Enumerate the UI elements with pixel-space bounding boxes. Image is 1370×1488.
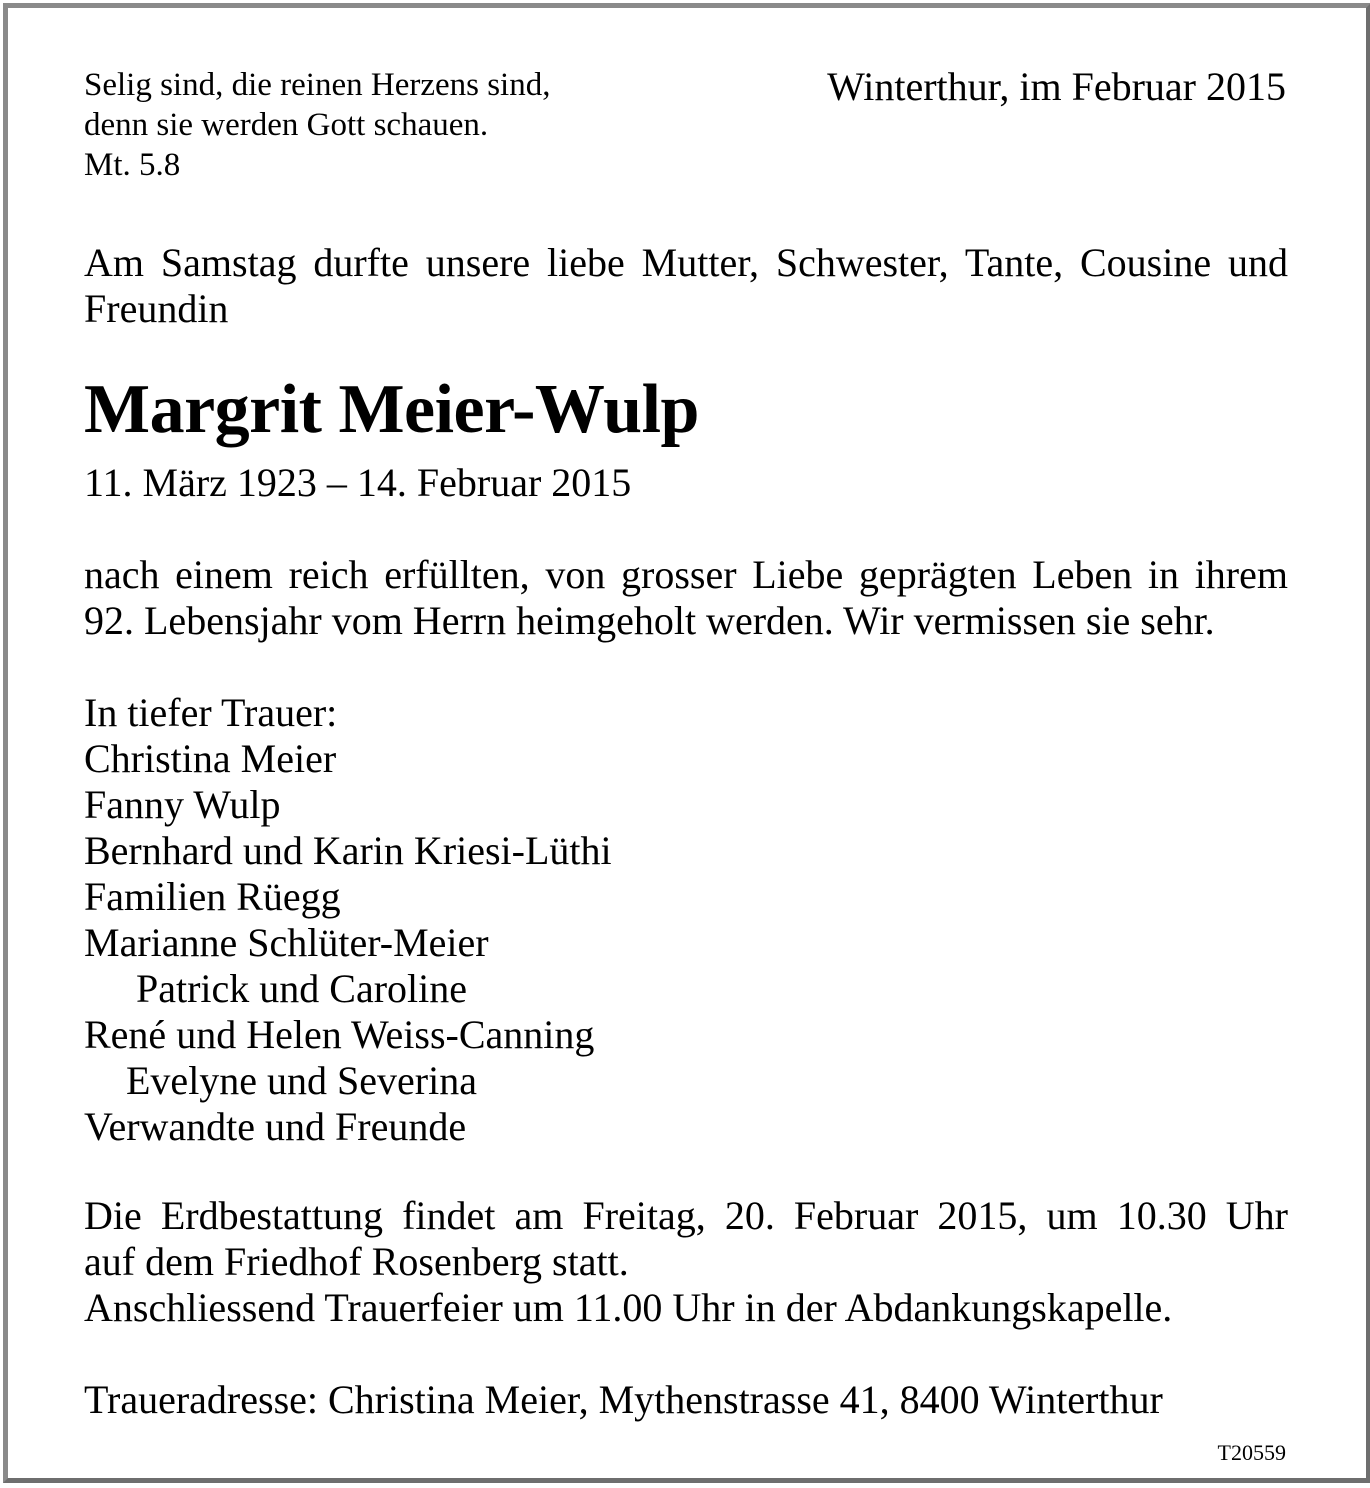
funeral-line: Anschliessend Trauerfeier um 11.00 Uhr in der Abdankungskapelle. — [84, 1285, 1173, 1330]
mourner-name: Bernhard und Karin Kriesi-Lüthi — [84, 828, 612, 873]
funeral-line: Die Erdbestattung findet am Freitag, 20. Februar 2015, um 10.30 Uhr — [84, 1193, 1288, 1238]
funeral-info — [84, 1193, 1288, 1331]
mourner-name: Verwandte und Freunde — [84, 1104, 467, 1149]
verse-line: denn sie werden Gott schauen. — [84, 107, 489, 143]
mourner-name: René und Helen Weiss-Canning — [84, 1012, 595, 1057]
mourning-address: Traueradresse: Christina Meier, Mythenstrasse 41, 8400 Winterthur — [84, 1377, 1163, 1422]
bible-verse — [84, 65, 550, 185]
verse-line: Selig sind, die reinen Herzens sind, — [84, 67, 551, 103]
mourner-name: Marianne Schlüter-Meier — [84, 920, 489, 965]
mourners-list — [84, 690, 612, 1150]
body-paragraph — [84, 552, 1288, 644]
reference-code: T20559 — [1217, 1440, 1286, 1465]
mourner-name: Christina Meier — [84, 736, 337, 781]
body-line: nach einem reich erfüllten, von grosser Liebe geprägten Leben in ihrem — [84, 552, 1288, 597]
mourner-name: Evelyne und Severina — [126, 1058, 477, 1103]
body-line: 92. Lebensjahr vom Herrn heimgeholt werden. Wir vermissen sie sehr. — [84, 598, 1215, 643]
intro-paragraph — [84, 240, 1288, 332]
mourners-heading: In tiefer Trauer: — [84, 690, 338, 735]
mourner-name: Familien Rüegg — [84, 874, 341, 919]
funeral-line: auf dem Friedhof Rosenberg statt. — [84, 1239, 629, 1284]
verse-reference: Mt. 5.8 — [84, 147, 181, 183]
intro-line: Freundin — [84, 286, 229, 331]
intro-line: Am Samstag durfte unsere liebe Mutter, Schwester, Tante, Cousine und — [84, 240, 1288, 285]
deceased-name: Margrit Meier-Wulp — [84, 371, 699, 448]
mourner-name: Patrick und Caroline — [136, 966, 468, 1011]
mourner-name: Fanny Wulp — [84, 782, 281, 827]
place-date: Winterthur, im Februar 2015 — [827, 64, 1286, 109]
life-dates: 11. März 1923 – 14. Februar 2015 — [84, 460, 632, 505]
